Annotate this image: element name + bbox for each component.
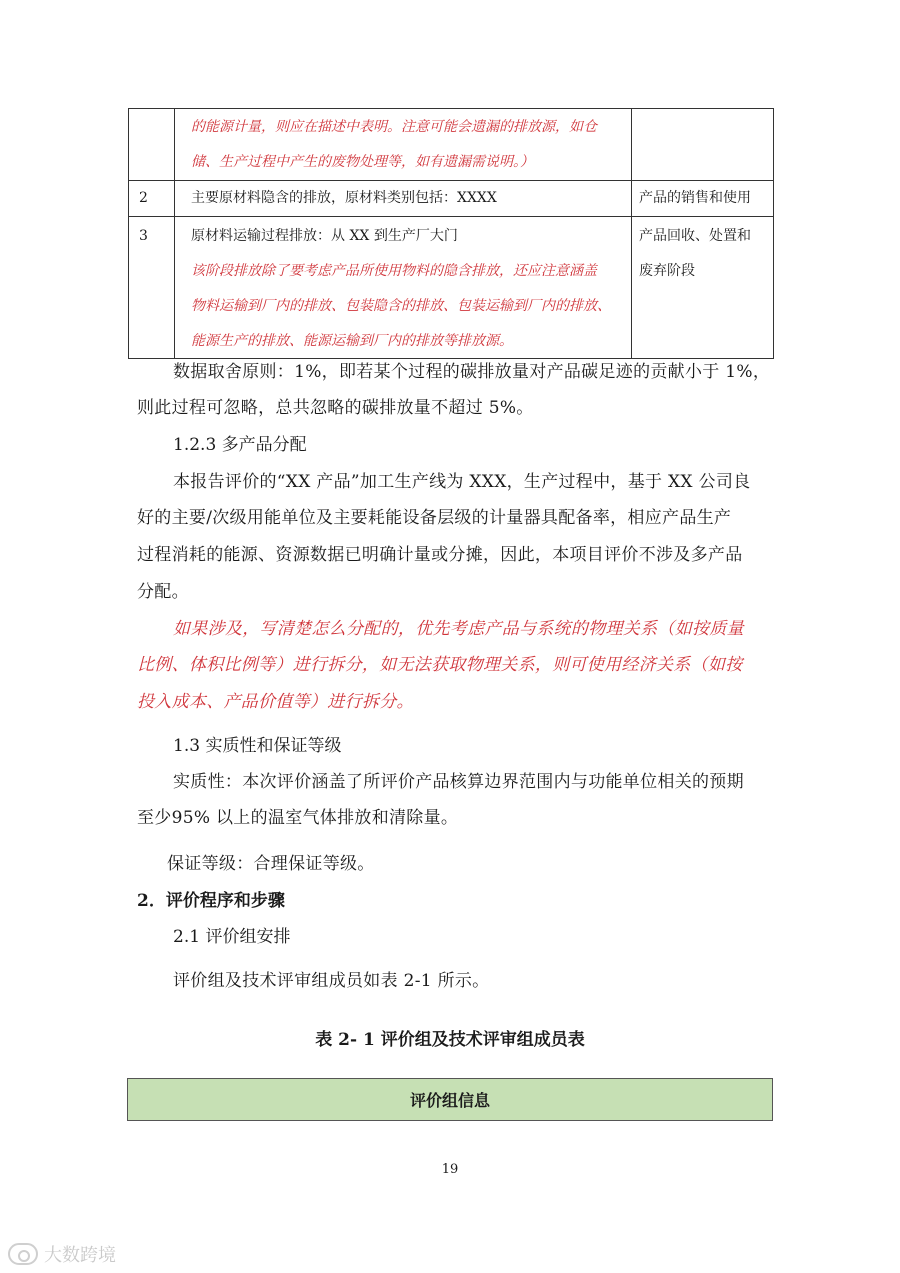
allocation-note-line2: 比例、体积比例等）进行拆分，如无法获取物理关系，则可使用经济关系（如按 xyxy=(137,655,743,675)
table-cell-raw-material-emission: 主要原材料隐含的排放，原材料类别包括：XXXX xyxy=(191,190,497,206)
paragraph-line: 分配。 xyxy=(137,582,189,602)
table-cell-stage-recycle-line2: 废弃阶段 xyxy=(639,263,695,279)
table-header-text: 评价组信息 xyxy=(409,1091,490,1110)
materiality-line1: 实质性：本次评价涵盖了所评价产品核算边界范围内与功能单位相关的预期 xyxy=(173,772,744,792)
section-heading-2-1: 2.1 评价组安排 xyxy=(173,927,291,947)
cutoff-rule-line2: 则此过程可忽略，总共忽略的碳排放量不超过 5%。 xyxy=(137,398,534,418)
section-heading-1-3: 1.3 实质性和保证等级 xyxy=(173,736,342,756)
watermark-logo-icon xyxy=(8,1243,38,1265)
table-row-number: 2 xyxy=(139,190,148,206)
allocation-note-line3: 投入成本、产品价值等）进行拆分。 xyxy=(137,692,414,712)
evaluation-team-table-header xyxy=(127,1078,773,1121)
paragraph-line: 评价组及技术评审组成员如表 2-1 所示。 xyxy=(173,971,490,991)
paragraph-line: 本报告评价的“XX 产品”加工生产线为 XXX，生产过程中，基于 XX 公司良 xyxy=(173,472,751,492)
allocation-note-line1: 如果涉及，写清楚怎么分配的，优先考虑产品与系统的物理关系（如按质量 xyxy=(173,619,744,639)
paragraph-line: 好的主要/次级用能单位及主要耗能设备层级的计量器具配备率，相应产品生产 xyxy=(137,508,732,528)
section-heading-2: 2．评价程序和步骤 xyxy=(137,891,285,911)
table-cell-transport-note-line2: 物料运输到厂内的排放、包装隐含的排放、包装运输到厂内的排放、 xyxy=(191,298,611,314)
watermark xyxy=(8,1241,116,1267)
table-cell-transport-note-line3: 能源生产的排放、能源运输到厂内的排放等排放源。 xyxy=(191,333,513,349)
table-cell-transport-emission: 原材料运输过程排放：从 XX 到生产厂大门 xyxy=(191,228,458,244)
cutoff-rule-line1: 数据取舍原则：1%，即若某个过程的碳排放量对产品碳足迹的贡献小于 1%， xyxy=(173,362,771,382)
table-cell-transport-note-line1: 该阶段排放除了要考虑产品所使用物料的隐含排放，还应注意涵盖 xyxy=(191,263,597,279)
paragraph-line: 过程消耗的能源、资源数据已明确计量或分摊，因此，本项目评价不涉及多产品 xyxy=(137,545,743,565)
page-number: 19 xyxy=(441,1162,459,1177)
materiality-line2: 至少95% 以上的温室气体排放和清除量。 xyxy=(137,808,459,828)
table-cell-continuation-line1: 的能源计量，则应在描述中表明。注意可能会遗漏的排放源，如仓 xyxy=(191,119,597,135)
table-cell-stage-sales-use: 产品的销售和使用 xyxy=(639,190,751,206)
watermark-text: 大数跨境 xyxy=(44,1245,116,1266)
table-cell-stage-recycle-line1: 产品回收、处置和 xyxy=(639,228,751,244)
assurance-level: 保证等级：合理保证等级。 xyxy=(167,854,375,874)
emission-sources-table xyxy=(128,108,774,359)
table-cell-continuation-line2: 储、生产过程中产生的废物处理等，如有遗漏需说明。） xyxy=(191,154,534,170)
table-row-number: 3 xyxy=(139,228,148,244)
section-heading-1-2-3: 1.2.3 多产品分配 xyxy=(173,435,307,455)
table-caption: 表 2- 1 评价组及技术评审组成员表 xyxy=(315,1030,585,1050)
